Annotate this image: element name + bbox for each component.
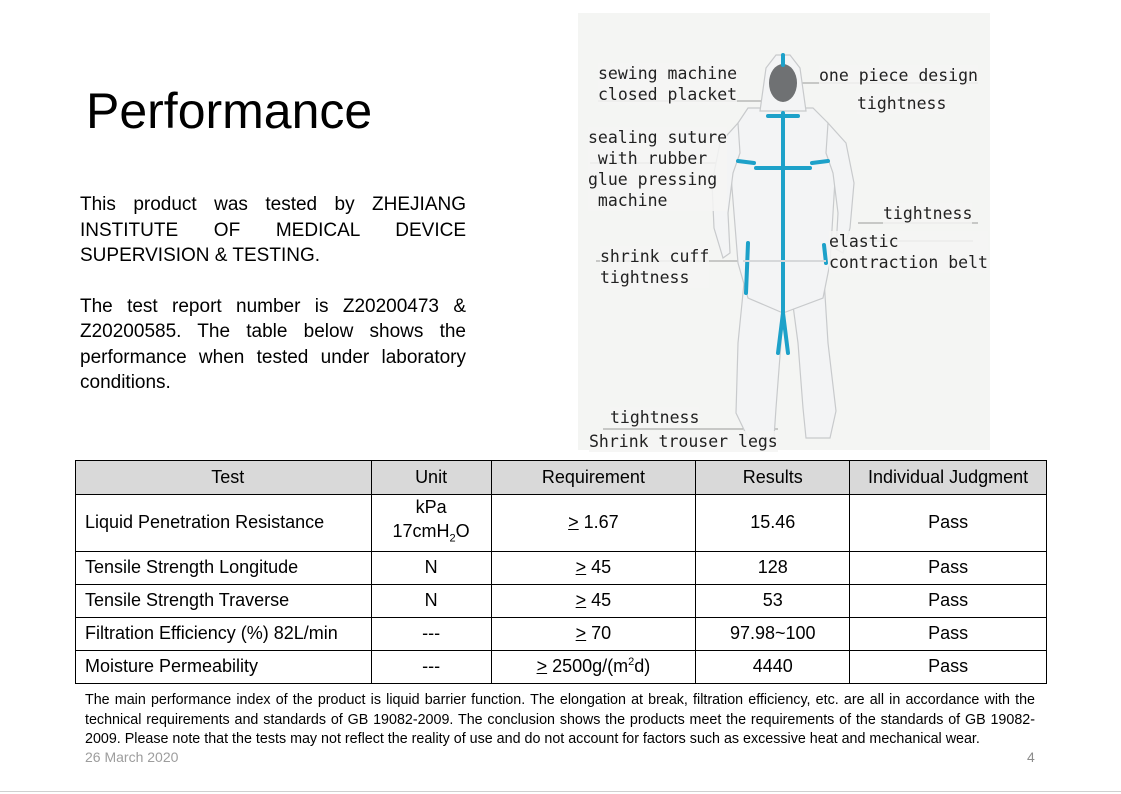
label-tightness-bottom: tightness	[610, 408, 700, 427]
footnote-text: The main performance index of the product is liquid barrier function. The elongation at break, filtration efficiency, etc. are all in accordance with the technical requirements and standards of GB 19082-2009. The conclusion shows the products meet the requirements of the standards of GB 19082-2009. Please note that the tests may not reflect the reality of use and do not account for factors such as excessive heat and mechanical wear.	[85, 692, 1035, 747]
cell-judgment: Pass	[850, 584, 1047, 617]
bottom-divider	[0, 791, 1121, 792]
cell-test: Liquid Penetration Resistance	[76, 495, 372, 552]
header-test: Test	[76, 461, 372, 495]
cell-judgment: Pass	[850, 551, 1047, 584]
header-unit: Unit	[371, 461, 491, 495]
label-sealing-suture: sealing suture with rubber glue pressing machine	[588, 128, 728, 210]
cell-unit: N	[371, 584, 491, 617]
cell-result: 53	[696, 584, 850, 617]
cell-result: 15.46	[696, 495, 850, 552]
footer-date: 26 March 2020	[85, 749, 179, 765]
cell-test: Tensile Strength Longitude	[76, 551, 372, 584]
cell-test: Tensile Strength Traverse	[76, 584, 372, 617]
table-header-row	[76, 461, 1047, 495]
intro-paragraph-2: The test report number is Z20200473 & Z20200585. The table below shows the performance when tested under laboratory conditions.	[80, 295, 466, 393]
header-requirement: Requirement	[491, 461, 696, 495]
label-shrink-cuff: shrink cuff tightness	[600, 247, 710, 287]
table-row	[76, 584, 1047, 617]
unit-line-2: 17cmH$_2$O	[392, 521, 470, 545]
table-row	[76, 617, 1047, 650]
cell-requirement: > 70	[491, 617, 696, 650]
cell-judgment: Pass	[850, 617, 1047, 650]
unit-line-1: kPa	[415, 497, 447, 517]
label-sewing-machine: sewing machine closed placket	[598, 64, 738, 104]
label-shrink-trouser-legs: Shrink trouser legs	[589, 432, 778, 451]
cell-test: Moisture Permeability	[76, 650, 372, 683]
label-elastic-belt: elastic contraction belt	[829, 232, 988, 272]
cell-unit: N	[371, 551, 491, 584]
cell-test: Filtration Efficiency (%) 82L/min	[76, 617, 372, 650]
cell-judgment: Pass	[850, 650, 1047, 683]
table-row	[76, 650, 1047, 683]
cell-unit: ---	[371, 650, 491, 683]
cell-unit: ---	[371, 617, 491, 650]
table-row	[76, 495, 1047, 552]
cell-requirement: > 45	[491, 584, 696, 617]
coverall-figure	[578, 13, 990, 450]
performance-table	[75, 460, 1047, 684]
label-one-piece-design: one piece design	[819, 66, 978, 85]
cell-requirement: > 1.67	[491, 495, 696, 552]
header-judgment: Individual Judgment	[850, 461, 1047, 495]
intro-paragraph-1: This product was tested by ZHEJIANG INSTITUTE OF MEDICAL DEVICE SUPERVISION & TESTING.	[80, 194, 466, 266]
cell-unit	[371, 495, 491, 552]
cell-result: 4440	[696, 650, 850, 683]
label-tightness-top: tightness	[857, 94, 947, 113]
page-number: 4	[1027, 749, 1035, 765]
label-tightness-right: tightness	[883, 204, 973, 223]
cell-judgment: Pass	[850, 495, 1047, 552]
cell-result: 128	[696, 551, 850, 584]
table-row	[76, 551, 1047, 584]
intro-text	[80, 192, 466, 421]
cell-result: 97.98~100	[696, 617, 850, 650]
slide-title: Performance	[86, 83, 373, 139]
header-results: Results	[696, 461, 850, 495]
cell-requirement: > $2500g/(m^2d)$	[491, 650, 696, 683]
cell-requirement: > 45	[491, 551, 696, 584]
